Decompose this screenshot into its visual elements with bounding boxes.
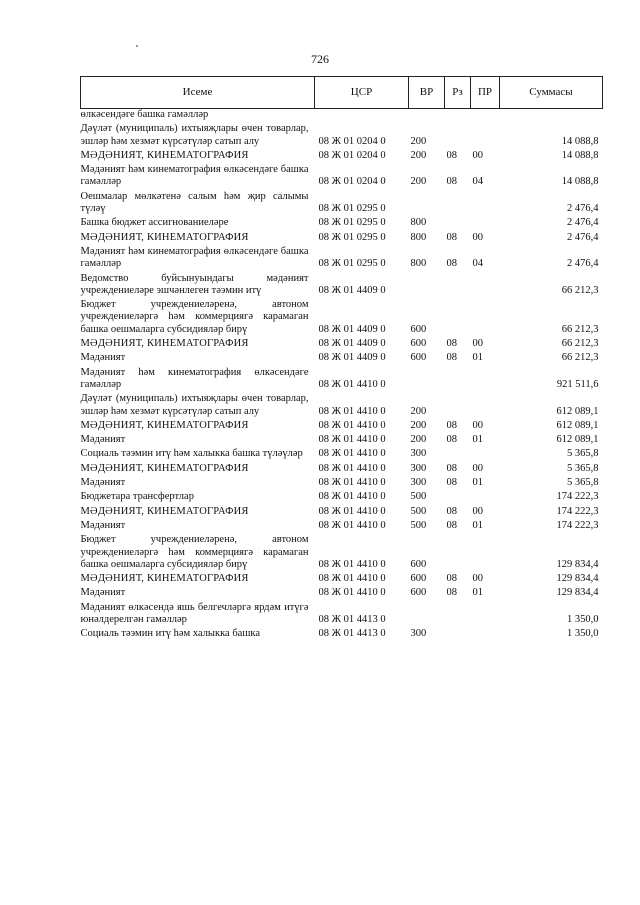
cell-csr: 08 Ж 01 4410 0 <box>318 434 386 446</box>
table-row <box>81 432 603 446</box>
cell-pr <box>471 121 500 148</box>
cell-pr: 00 <box>472 573 483 585</box>
cell-pr: 01 <box>472 434 483 446</box>
cell-sum: 1 350,0 <box>567 613 599 625</box>
cell-pr <box>471 600 500 627</box>
cell-pr <box>471 489 500 503</box>
cell-sum: 174 222,3 <box>556 519 599 531</box>
cell-rz: 08 <box>446 338 457 350</box>
table-row <box>81 391 603 418</box>
table-row <box>81 532 603 571</box>
cell-vr: 300 <box>410 448 427 460</box>
cell-name: МӘДӘНИЯТ, КИНЕМАТОГРАФИЯ <box>80 338 249 350</box>
cell-rz: 08 <box>446 477 457 489</box>
cell-rz: 08 <box>446 419 457 431</box>
table-row <box>81 489 603 503</box>
column-header-name: Исеме <box>81 77 315 109</box>
cell-csr: 08 Ж 01 0295 0 <box>318 231 386 243</box>
cell-pr <box>471 532 500 571</box>
cell-vr <box>409 365 445 392</box>
cell-vr <box>409 109 445 122</box>
cell-rz <box>445 189 471 216</box>
cell-vr: 200 <box>410 405 427 417</box>
cell-vr: 600 <box>410 587 427 599</box>
cell-pr <box>471 109 500 122</box>
cell-vr: 600 <box>410 573 427 585</box>
cell-rz <box>445 365 471 392</box>
cell-vr: 800 <box>410 231 427 243</box>
cell-pr: 00 <box>472 231 483 243</box>
cell-vr: 200 <box>410 149 427 161</box>
page-number: 726 <box>311 52 329 66</box>
cell-vr: 200 <box>410 135 427 147</box>
cell-pr: 04 <box>472 258 483 270</box>
cell-csr: 08 Ж 01 0295 0 <box>318 217 386 229</box>
cell-rz: 08 <box>446 176 457 188</box>
cell-rz: 08 <box>446 258 457 270</box>
cell-sum: 2 476,4 <box>567 203 599 215</box>
cell-sum: 66 212,3 <box>561 323 599 335</box>
table-row <box>81 244 603 271</box>
cell-vr: 600 <box>410 352 427 364</box>
table-row <box>81 518 603 532</box>
table-row <box>81 271 603 298</box>
cell-name: Мәдәният һәм кинематография өлкәсендәге башка гамәлләр <box>80 245 309 270</box>
cell-csr: 08 Ж 01 0204 0 <box>318 176 386 188</box>
cell-pr: 01 <box>472 477 483 489</box>
cell-sum: 2 476,4 <box>567 258 599 270</box>
cell-pr: 00 <box>472 419 483 431</box>
cell-sum: 129 834,4 <box>556 573 599 585</box>
cell-csr: 08 Ж 01 4410 0 <box>318 491 386 503</box>
cell-csr: 08 Ж 01 4410 0 <box>318 519 386 531</box>
cell-pr <box>471 189 500 216</box>
cell-vr: 500 <box>410 505 427 517</box>
cell-name: Бюджетара трансфертлар <box>80 491 194 503</box>
cell-name: Мәдәният <box>80 587 126 599</box>
cell-sum: 129 834,4 <box>556 587 599 599</box>
cell-sum: 66 212,3 <box>561 284 599 296</box>
cell-sum: 66 212,3 <box>561 338 599 350</box>
cell-rz: 08 <box>446 519 457 531</box>
cell-sum: 14 088,8 <box>561 149 599 161</box>
cell-sum: 612 089,1 <box>556 434 599 446</box>
cell-vr: 600 <box>410 338 427 350</box>
cell-sum: 14 088,8 <box>561 135 599 147</box>
cell-name: Мәдәният <box>80 477 126 489</box>
table-row <box>81 162 603 189</box>
cell-rz <box>445 532 471 571</box>
table-header <box>81 77 603 109</box>
cell-sum: 66 212,3 <box>561 352 599 364</box>
cell-csr: 08 Ж 01 0204 0 <box>318 149 386 161</box>
cell-vr: 200 <box>410 419 427 431</box>
table-row <box>81 189 603 216</box>
cell-vr: 300 <box>410 628 427 640</box>
table-row <box>81 215 603 229</box>
cell-csr: 08 Ж 01 4410 0 <box>318 573 386 585</box>
table-row <box>81 626 603 640</box>
column-header-sum: Суммасы <box>500 77 603 109</box>
cell-name: МӘДӘНИЯТ, КИНЕМАТОГРАФИЯ <box>80 573 249 585</box>
cell-csr: 08 Ж 01 0295 0 <box>318 258 386 270</box>
cell-sum: 129 834,4 <box>556 558 599 570</box>
cell-pr <box>471 626 500 640</box>
cell-vr: 800 <box>410 217 427 229</box>
cell-sum: 5 365,8 <box>567 462 599 474</box>
cell-csr: 08 Ж 01 4410 0 <box>318 477 386 489</box>
scan-speck <box>136 45 138 47</box>
cell-sum: 921 511,6 <box>556 378 599 390</box>
table-row <box>81 148 603 162</box>
cell-rz <box>445 489 471 503</box>
cell-pr: 00 <box>472 462 483 474</box>
cell-name: Мәдәният һәм кинематография өлкәсендәге гамәлләр <box>80 366 309 390</box>
cell-name: Бюджет учреждениеләренә, автоном учреждениеләргә һәм коммерциягә карамаган башка оешмаларга субсидияләр бирү <box>80 299 309 335</box>
cell-sum: 5 365,8 <box>567 477 599 489</box>
cell-pr: 00 <box>472 338 483 350</box>
table-row <box>81 109 603 122</box>
cell-sum <box>500 109 603 122</box>
table-row <box>81 571 603 585</box>
cell-sum: 174 222,3 <box>556 491 599 503</box>
cell-pr: 04 <box>472 176 483 188</box>
table-row <box>81 365 603 392</box>
cell-name: Мәдәният <box>80 434 126 446</box>
cell-name: Социаль тәэмин итү һәм халыкка башка түләүләр <box>80 448 303 460</box>
cell-name: Оешмалар мөлкәтенә салым һәм җир салымы түләү <box>80 190 309 215</box>
cell-rz: 08 <box>446 231 457 243</box>
cell-vr <box>409 600 445 627</box>
column-header-pr: ПР <box>471 77 500 109</box>
table-row <box>81 475 603 489</box>
cell-csr: 08 Ж 01 4409 0 <box>318 338 386 350</box>
cell-csr: 08 Ж 01 4413 0 <box>318 613 386 625</box>
cell-pr: 00 <box>472 505 483 517</box>
cell-vr: 300 <box>410 462 427 474</box>
cell-rz <box>445 297 471 336</box>
cell-csr: 08 Ж 01 0295 0 <box>318 203 386 215</box>
cell-name: Дәүләт (муниципаль) ихтыяҗлары өчен товарлар, эшләр һәм хезмәт күрсәтүләр сатып алу <box>80 393 309 417</box>
cell-sum: 5 365,8 <box>567 448 599 460</box>
cell-pr: 01 <box>472 519 483 531</box>
cell-name: өлкәсендәге башка гамәлләр <box>80 109 209 120</box>
cell-name: Мәдәният <box>80 352 126 364</box>
cell-pr <box>471 391 500 418</box>
cell-rz: 08 <box>446 352 457 364</box>
cell-rz <box>445 600 471 627</box>
cell-name: МӘДӘНИЯТ, КИНЕМАТОГРАФИЯ <box>80 462 249 474</box>
cell-rz: 08 <box>446 573 457 585</box>
table-row <box>81 230 603 244</box>
cell-pr <box>471 271 500 298</box>
cell-pr: 01 <box>472 352 483 364</box>
cell-vr: 300 <box>410 477 427 489</box>
cell-rz <box>445 109 471 122</box>
cell-rz <box>445 271 471 298</box>
cell-sum: 14 088,8 <box>561 176 599 188</box>
cell-csr: 08 Ж 01 4409 0 <box>318 352 386 364</box>
cell-csr: 08 Ж 01 4410 0 <box>318 419 386 431</box>
cell-csr: 08 Ж 01 4410 0 <box>318 405 386 417</box>
cell-vr: 500 <box>410 519 427 531</box>
cell-sum: 2 476,4 <box>567 231 599 243</box>
cell-name: МӘДӘНИЯТ, КИНЕМАТОГРАФИЯ <box>80 505 249 517</box>
cell-vr: 500 <box>410 491 427 503</box>
cell-vr: 200 <box>410 434 427 446</box>
cell-rz: 08 <box>446 434 457 446</box>
cell-sum: 612 089,1 <box>556 419 599 431</box>
cell-vr: 800 <box>410 258 427 270</box>
cell-csr <box>315 109 409 122</box>
cell-rz <box>445 446 471 460</box>
cell-rz: 08 <box>446 505 457 517</box>
cell-name: МӘДӘНИЯТ, КИНЕМАТОГРАФИЯ <box>80 149 249 161</box>
table-row <box>81 336 603 350</box>
column-header-vr: ВР <box>409 77 445 109</box>
cell-csr: 08 Ж 01 4413 0 <box>318 628 386 640</box>
table-row <box>81 297 603 336</box>
cell-rz: 08 <box>446 149 457 161</box>
cell-pr: 01 <box>472 587 483 599</box>
cell-rz: 08 <box>446 587 457 599</box>
cell-sum: 2 476,4 <box>567 217 599 229</box>
table-row <box>81 600 603 627</box>
cell-csr: 08 Ж 01 4410 0 <box>318 448 386 460</box>
column-header-rz: Рз <box>445 77 471 109</box>
cell-rz <box>445 391 471 418</box>
cell-rz: 08 <box>446 462 457 474</box>
table-body <box>81 109 603 641</box>
cell-vr: 200 <box>410 176 427 188</box>
cell-name: Мәдәният <box>80 519 126 531</box>
cell-pr: 00 <box>472 149 483 161</box>
table-row <box>81 446 603 460</box>
cell-rz <box>445 215 471 229</box>
cell-csr: 08 Ж 01 4410 0 <box>318 558 386 570</box>
cell-name: Мәдәният һәм кинематография өлкәсендәге башка гамәлләр <box>80 164 309 188</box>
cell-sum: 1 350,0 <box>567 628 599 640</box>
cell-name: Дәүләт (муниципаль) ихтыяҗлары өчен товарлар, эшләр һәм хезмәт күрсәтүләр сатып алу <box>80 123 309 147</box>
cell-vr: 600 <box>410 558 427 570</box>
table-row <box>81 418 603 432</box>
cell-rz <box>445 121 471 148</box>
cell-csr: 08 Ж 01 4410 0 <box>318 378 386 390</box>
cell-vr: 600 <box>410 323 427 335</box>
cell-csr: 08 Ж 01 4410 0 <box>318 505 386 517</box>
cell-name: Башка бюджет ассигнованиеләре <box>80 217 229 229</box>
cell-pr <box>471 215 500 229</box>
table-row <box>81 350 603 364</box>
table-row <box>81 504 603 518</box>
column-header-csr: ЦСР <box>315 77 409 109</box>
cell-csr: 08 Ж 01 4410 0 <box>318 587 386 599</box>
cell-sum: 174 222,3 <box>556 505 599 517</box>
cell-rz <box>445 626 471 640</box>
cell-csr: 08 Ж 01 4409 0 <box>318 284 386 296</box>
cell-pr <box>471 297 500 336</box>
cell-csr: 08 Ж 01 4410 0 <box>318 462 386 474</box>
cell-name: Социаль тәэмин итү һәм халыкка башка <box>80 628 261 640</box>
cell-name: Ведомство буйсынуындагы мәдәният учреждениеләре эшчәнлеген тәэмин итү <box>80 272 309 296</box>
table-row <box>81 461 603 475</box>
table-row <box>81 585 603 599</box>
cell-vr <box>409 189 445 216</box>
cell-csr: 08 Ж 01 4409 0 <box>318 323 386 335</box>
cell-name: МӘДӘНИЯТ, КИНЕМАТОГРАФИЯ <box>80 419 249 431</box>
budget-table <box>80 76 603 641</box>
cell-pr <box>471 446 500 460</box>
table-row <box>81 121 603 148</box>
cell-name: Бюджет учреждениеләренә, автоном учреждениеләргә һәм коммерциягә карамаган башка оешмаларга субсидияләр бирү <box>80 534 309 570</box>
cell-name: Мәдәният өлкәсендә яшь белгечләргә ярдәм итүгә юнәлдерелгән гамәлләр <box>80 601 309 625</box>
cell-vr <box>409 271 445 298</box>
cell-name: МӘДӘНИЯТ, КИНЕМАТОГРАФИЯ <box>80 231 249 243</box>
cell-sum: 612 089,1 <box>556 405 599 417</box>
cell-pr <box>471 365 500 392</box>
cell-csr: 08 Ж 01 0204 0 <box>318 135 386 147</box>
